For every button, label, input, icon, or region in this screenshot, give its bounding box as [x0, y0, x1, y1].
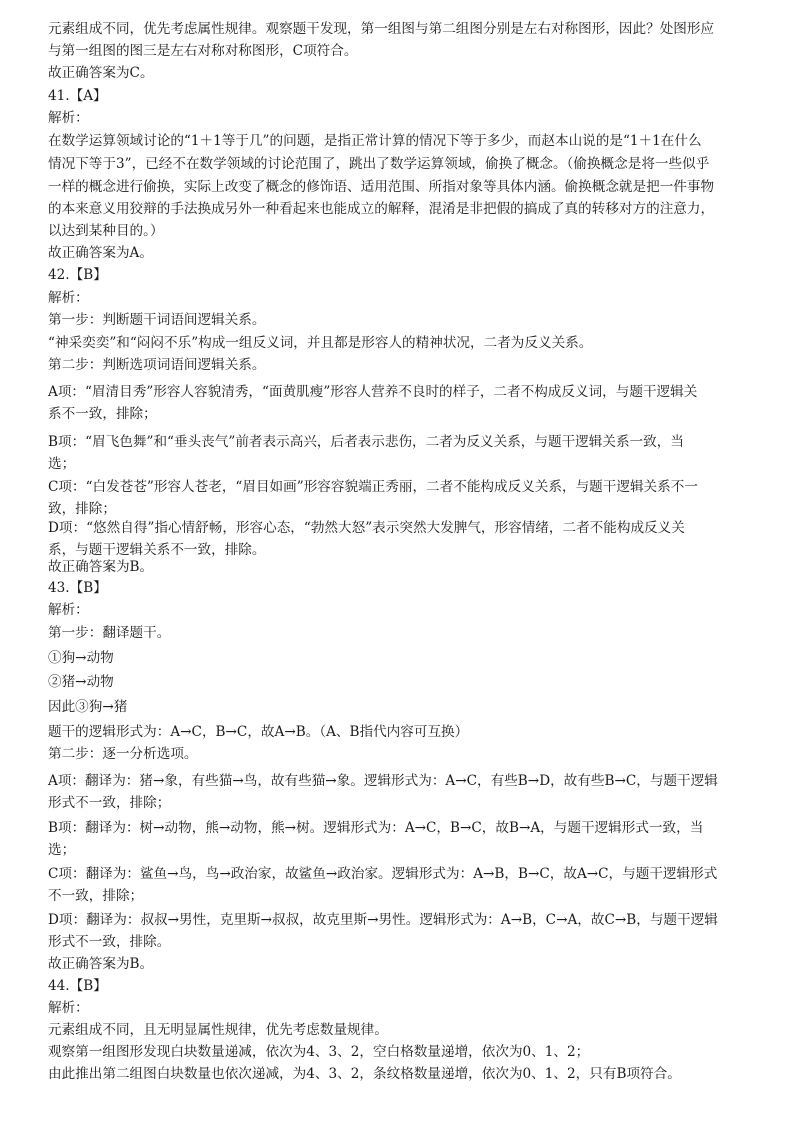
- text-line: 第二步：逐一分析选项。: [48, 746, 198, 762]
- text-line: 以达到某种目的。）: [48, 223, 164, 239]
- text-line: B项：“眉飞色舞”和“垂头丧气”前者表示高兴，后者表示悲伤，二者为反义关系，与题干逻辑关系一致，当: [48, 434, 684, 450]
- text-line: 一样的概念进行偷换，实际上改变了概念的修饰语、适用范围、所指对象等具体内涵。偷换概念就是把一件事物: [48, 179, 715, 195]
- text-line: 的本来意义用狡辩的手法换成另外一种看起来也能成立的解释，混淆是非把假的搞成了真的转移对方的注意力，: [48, 201, 715, 217]
- text-line: 观察第一组图形发现白块数量递减，依次为4、3、2，空白格数量递增，依次为0、1、2；: [48, 1044, 590, 1060]
- analysis-label: 解析：: [48, 110, 89, 126]
- text-line: C项：“白发苍苍”形容人苍老，“眉目如画”形容容貌端正秀丽，二者不能构成反义关系，与题干逻辑关系不一: [48, 479, 698, 495]
- text-line: 元素组成不同，优先考虑属性规律。观察题干发现，第一组图与第二组图分别是左右对称图形，因此？处图形应: [48, 21, 715, 37]
- text-line: 系，与题干逻辑关系不一致，排除。: [48, 542, 266, 558]
- text-line: A项：“眉清目秀”形容人容貌清秀，“面黄肌瘦”形容人营养不良时的样子，二者不构成反义词，与题干逻辑关: [48, 384, 698, 400]
- text-line: C项：翻译为：鲨鱼→鸟，鸟→政治家，故鲨鱼→政治家。逻辑形式为：A→B，B→C，故A→C，与题干逻辑形式: [48, 866, 718, 882]
- analysis-label: 解析：: [48, 1000, 89, 1016]
- text-line: D项：“悠然自得”指心情舒畅，形容心态，“勃然大怒”表示突然大发脾气，形容情绪，二者不能构成反义关: [48, 520, 685, 536]
- text-line: “神采奕奕”和“闷闷不乐”构成一组反义词，并且都是形容人的精神状况，二者为反义关系。: [48, 335, 593, 351]
- text-line: 由此推出第二组图白块数量也依次递减，为4、3、2，条纹格数量递增，依次为0、1、2，只有B项符合。: [48, 1066, 681, 1082]
- answer-heading-43: 43.【B】: [48, 580, 107, 596]
- text-line: A项：翻译为：猪→象，有些猫→鸟，故有些猫→象。逻辑形式为：A→C，有些B→D，故有些B→C，与题干逻辑: [48, 773, 718, 789]
- text-line: 因此③狗→猪: [48, 699, 128, 715]
- text-line: 与第一组图的图三是左右对称对称图形，C项符合。: [48, 43, 358, 59]
- text-line: 情况下等于3”，已经不在数学领域的讨论范围了，跳出了数学运算领域，偷换了概念。（偷换概念是将一些似乎: [48, 156, 710, 172]
- text-line: 元素组成不同，且无明显属性规律，优先考虑数量规律。: [48, 1022, 388, 1038]
- text-line: ①狗→动物: [48, 650, 114, 666]
- text-line: 第一步：判断题干词语间逻辑关系。: [48, 312, 266, 328]
- text-line: ②猪→动物: [48, 674, 114, 690]
- text-line: 不一致，排除；: [48, 888, 144, 904]
- text-line: 故正确答案为B。: [48, 956, 154, 972]
- text-line: 故正确答案为B。: [48, 559, 154, 575]
- text-line: 故正确答案为A。: [48, 245, 153, 261]
- text-line: 题干的逻辑形式为：A→C，B→C，故A→B。（A、B指代内容可互换）: [48, 724, 469, 740]
- text-line: 致，排除；: [48, 501, 116, 517]
- text-line: 选；: [48, 842, 76, 858]
- text-line: 在数学运算领域讨论的“1＋1等于几”的问题，是指正常计算的情况下等于多少，而赵本山说的是“1＋1在什么: [48, 133, 702, 149]
- text-line: 选；: [48, 456, 76, 472]
- text-line: 第一步：翻译题干。: [48, 625, 171, 641]
- text-line: 第二步：判断选项词语间逻辑关系。: [48, 357, 266, 373]
- answer-heading-44: 44.【B】: [48, 978, 107, 994]
- answer-heading-41: 41.【A】: [48, 88, 107, 104]
- analysis-label: 解析：: [48, 602, 89, 618]
- analysis-label: 解析：: [48, 290, 89, 306]
- text-line: 形式不一致，排除。: [48, 934, 171, 950]
- text-line: 故正确答案为C。: [48, 65, 154, 81]
- text-line: B项：翻译为：树→动物，熊→动物，熊→树。逻辑形式为：A→C，B→C，故B→A，与题干逻辑形式一致，当: [48, 820, 704, 836]
- text-line: 系不一致，排除；: [48, 406, 157, 422]
- text-line: D项：翻译为：叔叔→男性，克里斯→叔叔，故克里斯→男性。逻辑形式为：A→B，C→A，故C→B，与题干逻辑: [48, 912, 718, 928]
- answer-heading-42: 42.【B】: [48, 267, 107, 283]
- text-line: 形式不一致，排除；: [48, 795, 171, 811]
